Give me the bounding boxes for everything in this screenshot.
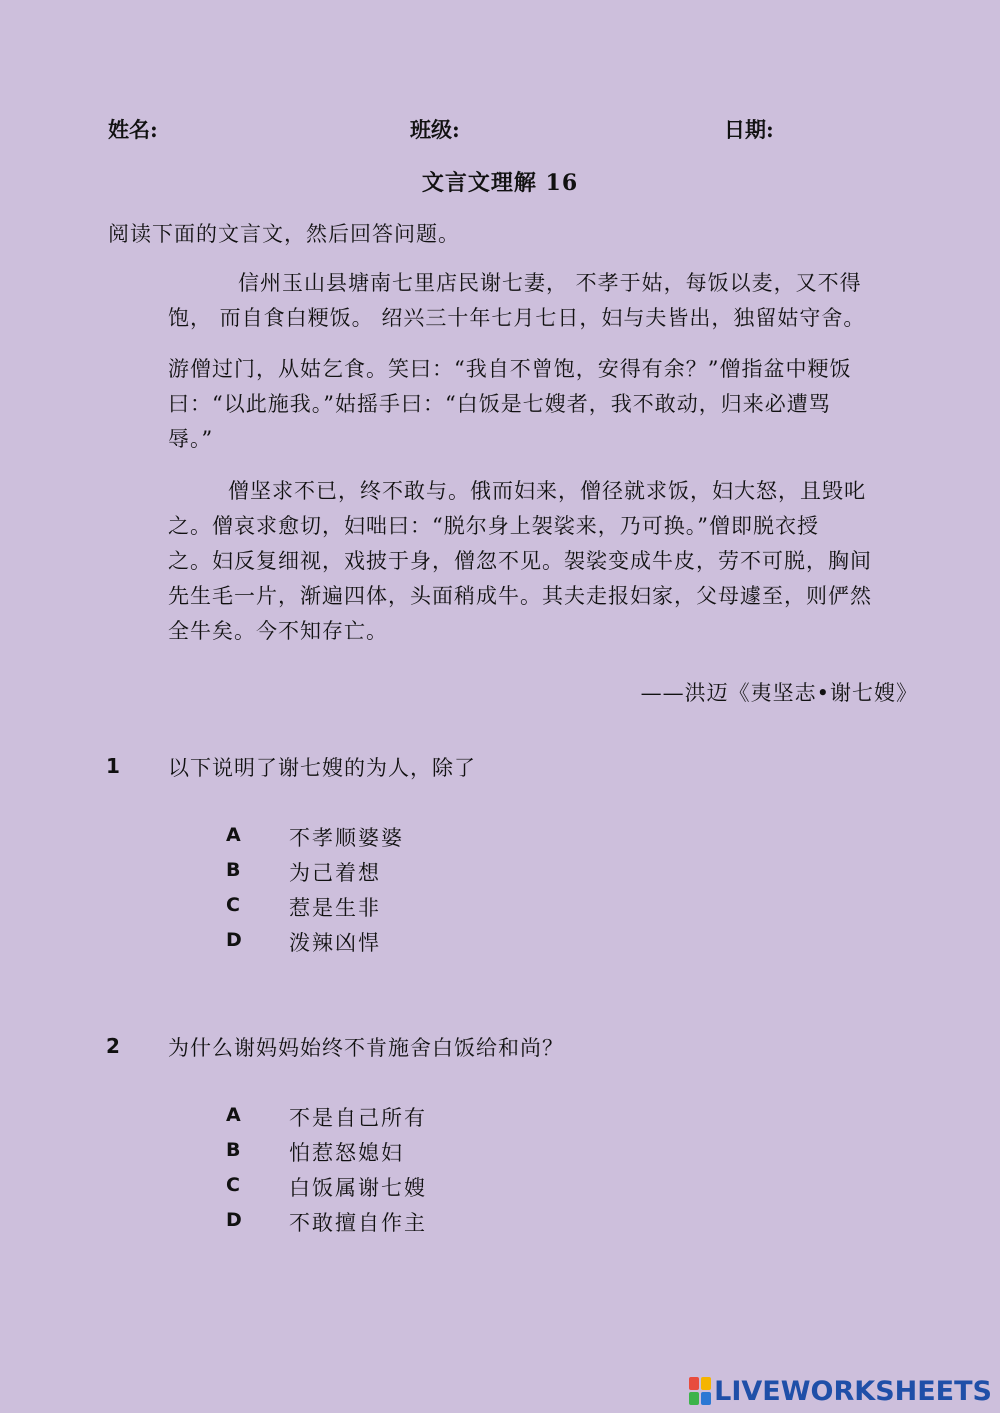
name-label: 姓名: bbox=[108, 117, 158, 142]
q1-option-b-text[interactable]: 为己着想 bbox=[289, 861, 381, 885]
question-2-text: 为什么谢妈妈始终不肯施舍白饭给和尚？ bbox=[168, 1036, 564, 1060]
q1-option-a-text[interactable]: 不孝顺婆婆 bbox=[289, 826, 404, 850]
question-1-text: 以下说明了谢七嫂的为人，除了 bbox=[168, 756, 476, 780]
q2-option-b-letter[interactable]: B bbox=[226, 1139, 241, 1161]
passage-line: 之。僧哀求愈切，妇咄曰：“脱尔身上袈裟来，乃可换。”僧即脱衣授 bbox=[168, 514, 819, 538]
question-2-number: 2 bbox=[106, 1034, 120, 1058]
passage-line: 僧坚求不已，终不敢与。俄而妇来，僧径就求饭，妇大怒，且毁叱 bbox=[228, 479, 866, 503]
q2-option-d-letter[interactable]: D bbox=[226, 1209, 242, 1231]
passage-line: 辱。” bbox=[168, 427, 214, 451]
passage-line: 游僧过门，从姑乞食。笑曰：“我自不曾饱，安得有余？”僧指盆中粳饭 bbox=[168, 357, 852, 381]
q2-option-a-text[interactable]: 不是自己所有 bbox=[289, 1106, 427, 1130]
passage-line: 之。妇反复细视，戏披于身，僧忽不见。袈裟变成牛皮，劳不可脱，胸间 bbox=[168, 549, 872, 573]
passage-line: 饱， 而自食白粳饭。 绍兴三十年七月七日，妇与夫皆出，独留姑守舍。 bbox=[168, 306, 866, 330]
question-1-number: 1 bbox=[106, 754, 120, 778]
date-label: 日期: bbox=[724, 117, 774, 142]
instruction-text: 阅读下面的文言文，然后回答问题。 bbox=[108, 222, 460, 246]
liveworksheets-logo-text: LIVEWORKSHEETS bbox=[714, 1375, 992, 1407]
worksheet-title: 文言文理解 16 bbox=[421, 170, 579, 196]
passage-line: 全牛矣。今不知存亡。 bbox=[168, 619, 388, 643]
passage-line: 曰：“以此施我。”姑摇手曰：“白饭是七嫂者，我不敢动，归来必遭骂 bbox=[168, 392, 831, 416]
passage-line: 先生毛一片，渐遍四体，头面稍成牛。其夫走报妇家，父母遽至，则俨然 bbox=[168, 584, 872, 608]
q2-option-b-text[interactable]: 怕惹怒媳妇 bbox=[289, 1141, 404, 1165]
passage-paragraph-3 bbox=[168, 474, 872, 649]
liveworksheets-badge-icon bbox=[688, 1376, 712, 1406]
q2-option-a-letter[interactable]: A bbox=[226, 1104, 241, 1126]
q1-option-a-letter[interactable]: A bbox=[226, 824, 241, 846]
q1-option-d-text[interactable]: 泼辣凶悍 bbox=[289, 931, 381, 955]
q2-option-c-text[interactable]: 白饭属谢七嫂 bbox=[289, 1176, 427, 1200]
class-label: 班级: bbox=[410, 117, 460, 142]
passage-paragraph-2 bbox=[168, 352, 851, 457]
liveworksheets-logo bbox=[688, 1374, 992, 1408]
passage-line: 信州玉山县塘南七里店民谢七妻， 不孝于姑，每饭以麦，又不得 bbox=[238, 271, 862, 295]
q2-option-d-text[interactable]: 不敢擅自作主 bbox=[289, 1211, 427, 1235]
q1-option-c-text[interactable]: 惹是生非 bbox=[289, 896, 381, 920]
q1-option-b-letter[interactable]: B bbox=[226, 859, 241, 881]
q1-option-d-letter[interactable]: D bbox=[226, 929, 242, 951]
passage-source: ——洪迈《夷坚志•谢七嫂》 bbox=[640, 681, 918, 705]
q2-option-c-letter[interactable]: C bbox=[226, 1174, 240, 1196]
q1-option-c-letter[interactable]: C bbox=[226, 894, 240, 916]
passage-paragraph-1 bbox=[168, 266, 865, 336]
